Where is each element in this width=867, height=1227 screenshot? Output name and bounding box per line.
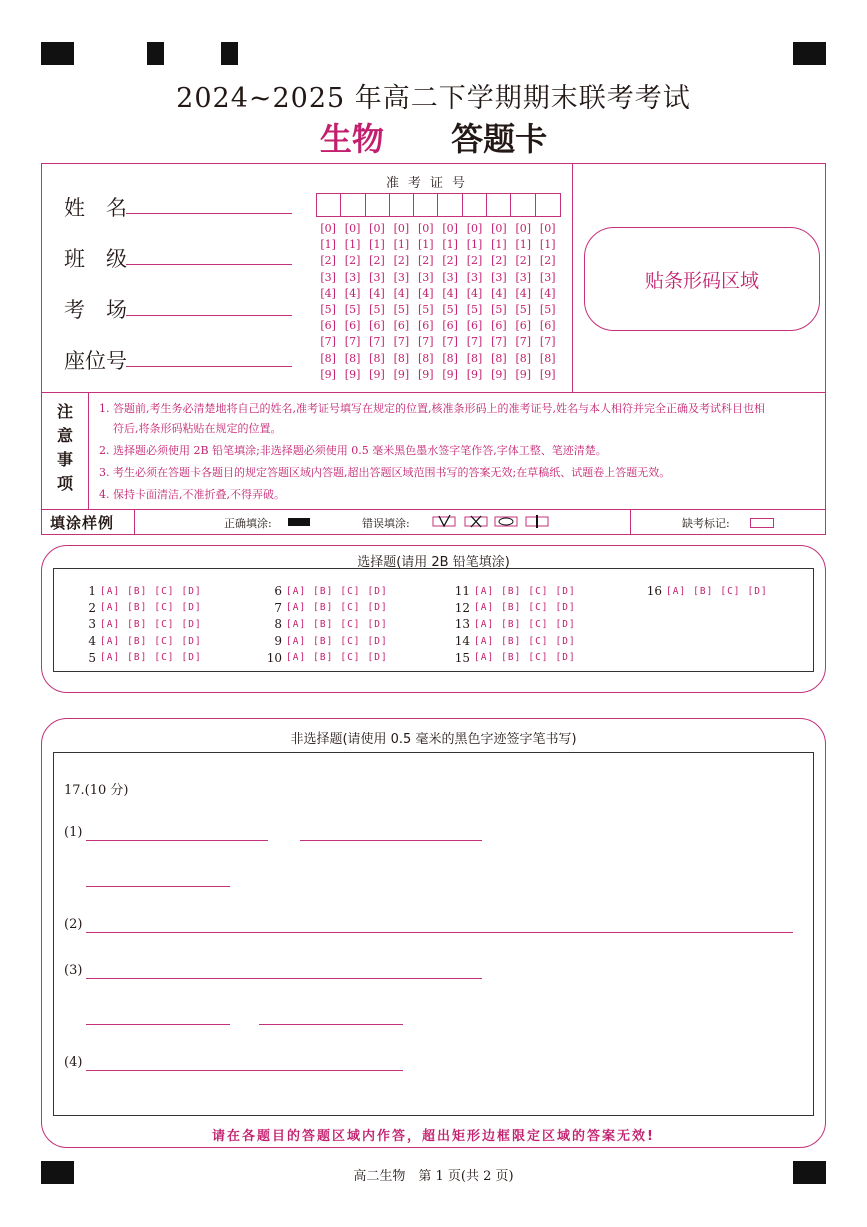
part-4-label: (4) xyxy=(64,1055,83,1070)
digit-bubble[interactable]: [9] xyxy=(539,367,556,381)
option-bubble[interactable]: [A] xyxy=(474,635,495,647)
position-mark xyxy=(221,42,238,65)
digit-bubble[interactable]: [0] xyxy=(442,222,458,235)
option-bubble[interactable]: [A] xyxy=(474,652,495,664)
option-bubble[interactable]: [B] xyxy=(501,618,522,630)
option-bubble[interactable]: [D] xyxy=(367,635,388,647)
digit-row xyxy=(316,302,560,318)
option-bubble[interactable]: [C] xyxy=(154,652,175,664)
zkz-cell[interactable] xyxy=(341,194,365,216)
digit-bubble[interactable]: [2] xyxy=(491,254,507,268)
zkz-cell[interactable] xyxy=(317,194,341,216)
seat-label: 座位号 xyxy=(64,349,127,373)
choice-question xyxy=(76,617,209,631)
sample-divider xyxy=(134,509,135,535)
digit-bubble[interactable]: [7] xyxy=(320,335,336,349)
digit-bubble[interactable]: [9] xyxy=(369,367,385,381)
option-bubble[interactable]: [B] xyxy=(127,585,148,597)
nonchoice-warning: 请在各题目的答题区域内作答，超出矩形边框限定区域的答案无效! xyxy=(212,1129,655,1144)
digit-bubble[interactable]: [1] xyxy=(515,238,532,252)
option-bubble[interactable]: [C] xyxy=(528,585,549,597)
question-number: 13 xyxy=(454,617,470,632)
digit-bubble[interactable]: [9] xyxy=(320,367,336,381)
digit-bubble[interactable]: [6] xyxy=(515,319,532,333)
option-bubble[interactable]: [B] xyxy=(313,635,334,647)
option-bubble[interactable]: [D] xyxy=(367,618,388,630)
info-divider xyxy=(41,509,826,510)
option-bubble[interactable]: [D] xyxy=(555,618,576,630)
digit-bubble[interactable]: [7] xyxy=(344,335,361,349)
option-bubble[interactable]: [C] xyxy=(528,652,549,664)
question-number: 1 xyxy=(88,584,96,598)
digit-bubble[interactable]: [2] xyxy=(442,254,458,268)
part-1-answer-line[interactable] xyxy=(86,868,230,887)
option-bubble[interactable]: [A] xyxy=(100,652,121,664)
digit-row xyxy=(316,253,560,269)
correct-fill-label: 正确填涂: xyxy=(224,517,272,530)
digit-bubble[interactable]: [2] xyxy=(369,254,385,268)
option-bubble[interactable]: [D] xyxy=(367,585,388,597)
digit-bubble[interactable]: [3] xyxy=(491,270,507,284)
digit-row xyxy=(316,334,560,350)
digit-bubble[interactable]: [7] xyxy=(539,335,556,349)
page-footer: 高二生物 第 1 页(共 2 页) xyxy=(353,1169,514,1184)
option-bubble[interactable]: [B] xyxy=(501,635,522,647)
question-number: 9 xyxy=(274,634,282,649)
digit-bubble[interactable]: [4] xyxy=(515,286,532,300)
digit-bubble[interactable]: [8] xyxy=(417,351,434,365)
option-bubble[interactable]: [D] xyxy=(555,652,576,664)
question-number: 3 xyxy=(88,617,96,632)
digit-bubble[interactable]: [7] xyxy=(515,335,532,349)
question-number: 6 xyxy=(274,584,282,598)
option-bubble[interactable]: [C] xyxy=(528,618,549,630)
digit-bubble[interactable]: [2] xyxy=(466,254,483,268)
digit-bubble[interactable]: [9] xyxy=(491,367,507,381)
zkz-cell[interactable] xyxy=(463,194,487,216)
digit-bubble[interactable]: [4] xyxy=(344,286,361,300)
option-bubble[interactable]: [D] xyxy=(367,652,388,664)
digit-bubble[interactable]: [9] xyxy=(466,367,483,381)
option-bubble[interactable]: [B] xyxy=(501,585,522,597)
digit-bubble[interactable]: [7] xyxy=(369,335,385,349)
info-divider xyxy=(572,163,573,393)
option-bubble[interactable]: [A] xyxy=(100,635,121,647)
part-2-answer-line[interactable] xyxy=(86,914,793,933)
digit-bubble[interactable]: [0] xyxy=(369,222,385,235)
option-bubble[interactable]: [A] xyxy=(666,585,687,597)
wrong-fill-label: 错误填涂: xyxy=(362,517,410,530)
digit-bubble[interactable]: [6] xyxy=(491,319,507,333)
choice-question xyxy=(450,651,583,665)
notes-label-divider xyxy=(88,392,89,510)
part-1-label: (1) xyxy=(64,825,83,840)
option-bubble[interactable]: [B] xyxy=(127,602,148,614)
question-number: 16 xyxy=(646,584,662,598)
digit-bubble[interactable]: [1] xyxy=(369,238,385,252)
digit-bubble[interactable]: [4] xyxy=(539,286,556,300)
choice-question xyxy=(76,584,209,598)
question-number: 11 xyxy=(454,584,470,598)
zkz-cell[interactable] xyxy=(390,194,414,216)
digit-bubble[interactable]: [3] xyxy=(320,270,336,284)
option-bubble[interactable]: [A] xyxy=(286,618,307,630)
room-field[interactable] xyxy=(126,298,292,316)
digit-row xyxy=(316,221,560,237)
part-1-answer-line[interactable] xyxy=(300,822,482,841)
part-3-label: (3) xyxy=(64,963,83,978)
choice-question xyxy=(262,634,395,648)
note-1-cont: 符后,将条形码粘贴在规定的位置。 xyxy=(113,422,282,435)
digit-bubble[interactable]: [0] xyxy=(320,222,336,235)
option-bubble[interactable]: [C] xyxy=(340,652,361,664)
option-bubble[interactable]: [B] xyxy=(313,618,334,630)
digit-bubble[interactable]: [2] xyxy=(539,254,556,268)
digit-bubble[interactable]: [5] xyxy=(515,302,532,316)
option-bubble[interactable]: [C] xyxy=(340,635,361,647)
digit-bubble[interactable]: [1] xyxy=(491,238,507,252)
choice-question xyxy=(76,601,209,615)
option-bubble[interactable]: [A] xyxy=(474,585,495,597)
choice-question xyxy=(262,617,395,631)
digit-bubble[interactable]: [1] xyxy=(539,238,556,252)
option-bubble[interactable]: [A] xyxy=(286,585,307,597)
option-bubble[interactable]: [D] xyxy=(181,618,202,630)
notes-label-char: 意 xyxy=(56,426,73,445)
option-bubble[interactable]: [B] xyxy=(313,602,334,614)
note-3: 3. 考生必须在答题卡各题目的规定答题区域内答题,超出答题区域范围书写的答案无效;在草稿纸、试题卷上答题无效。 xyxy=(99,466,671,479)
option-bubble[interactable]: [A] xyxy=(100,602,121,614)
choice-question xyxy=(450,617,583,631)
option-bubble[interactable]: [D] xyxy=(181,602,202,614)
option-bubble[interactable]: [C] xyxy=(720,585,741,597)
option-bubble[interactable]: [B] xyxy=(313,585,334,597)
digit-bubble[interactable]: [9] xyxy=(417,367,434,381)
zkz-cell[interactable] xyxy=(511,194,535,216)
option-bubble[interactable]: [B] xyxy=(313,652,334,664)
absent-mark-box[interactable] xyxy=(750,518,774,528)
zkz-title: 准考证号 xyxy=(386,176,475,191)
digit-bubble[interactable]: [5] xyxy=(442,302,458,316)
option-bubble[interactable]: [A] xyxy=(100,618,121,630)
digit-row xyxy=(316,270,560,286)
choice-question xyxy=(450,601,583,615)
seat-field[interactable] xyxy=(126,349,292,367)
part-3-answer-line[interactable] xyxy=(259,1006,403,1025)
digit-bubble[interactable]: [5] xyxy=(417,302,434,316)
option-bubble[interactable]: [B] xyxy=(501,652,522,664)
digit-bubble[interactable]: [3] xyxy=(442,270,458,284)
digit-bubble[interactable]: [0] xyxy=(466,222,483,235)
choice-question xyxy=(76,651,209,665)
option-bubble[interactable]: [D] xyxy=(555,585,576,597)
name-field[interactable] xyxy=(126,196,292,214)
note-1: 1. 答题前,考生务必清楚地将自己的姓名,准考证号填写在规定的位置,核准条形码上的准考证号,姓名与本人相符并完全正确及考试科目也相 xyxy=(99,402,765,415)
question-number: 10 xyxy=(266,650,282,665)
notes-label-char: 注 xyxy=(56,402,73,421)
zkz-cell[interactable] xyxy=(366,194,390,216)
option-bubble[interactable]: [B] xyxy=(127,652,148,664)
digit-bubble[interactable]: [8] xyxy=(344,351,361,365)
digit-bubble[interactable]: [0] xyxy=(491,222,507,235)
digit-bubble[interactable]: [5] xyxy=(539,302,556,316)
choice-question xyxy=(642,584,775,598)
option-bubble[interactable]: [B] xyxy=(693,585,714,597)
sample-divider xyxy=(630,509,631,535)
wrong-fill-samples xyxy=(432,513,550,529)
digit-bubble[interactable]: [2] xyxy=(417,254,434,268)
digit-bubble[interactable]: [5] xyxy=(344,302,361,316)
digit-bubble[interactable]: [8] xyxy=(539,351,556,365)
digit-bubble[interactable]: [5] xyxy=(466,302,483,316)
position-mark xyxy=(793,42,826,65)
digit-bubble[interactable]: [7] xyxy=(491,335,507,349)
position-mark xyxy=(41,42,74,65)
option-bubble[interactable]: [B] xyxy=(501,602,522,614)
correct-fill-sample xyxy=(288,518,310,526)
digit-bubble[interactable]: [8] xyxy=(466,351,483,365)
digit-bubble[interactable]: [8] xyxy=(515,351,532,365)
digit-bubble[interactable]: [0] xyxy=(393,222,410,235)
question-number: 15 xyxy=(454,650,470,665)
class-field[interactable] xyxy=(126,247,292,265)
notes-label xyxy=(48,400,82,496)
notes-label-char: 事 xyxy=(56,450,73,469)
option-bubble[interactable]: [C] xyxy=(154,602,175,614)
digit-bubble[interactable]: [6] xyxy=(417,319,434,333)
option-bubble[interactable]: [C] xyxy=(154,618,175,630)
option-bubble[interactable]: [D] xyxy=(181,585,202,597)
question-number: 5 xyxy=(88,650,96,665)
digit-bubble[interactable]: [2] xyxy=(393,254,410,268)
digit-bubble[interactable]: [1] xyxy=(466,238,483,252)
digit-bubble[interactable]: [6] xyxy=(539,319,556,333)
choice-question xyxy=(262,584,395,598)
choice-question xyxy=(262,651,395,665)
digit-bubble[interactable]: [1] xyxy=(417,238,434,252)
zkz-cell[interactable] xyxy=(487,194,511,216)
digit-bubble[interactable]: [7] xyxy=(442,335,458,349)
digit-bubble[interactable]: [8] xyxy=(369,351,385,365)
digit-bubble[interactable]: [1] xyxy=(320,238,336,252)
note-4: 4. 保持卡面清洁,不准折叠,不得弄破。 xyxy=(99,488,285,501)
digit-bubble[interactable]: [2] xyxy=(344,254,361,268)
option-bubble[interactable]: [A] xyxy=(100,585,121,597)
digit-bubble[interactable]: [9] xyxy=(344,367,361,381)
q17-label: 17.(10 分) xyxy=(64,783,129,798)
digit-bubble[interactable]: [9] xyxy=(515,367,532,381)
option-bubble[interactable]: [A] xyxy=(286,635,307,647)
digit-bubble[interactable]: [9] xyxy=(393,367,410,381)
option-bubble[interactable]: [D] xyxy=(747,585,768,597)
digit-bubble[interactable]: [1] xyxy=(344,238,361,252)
question-number: 8 xyxy=(274,617,282,632)
part-3-answer-line[interactable] xyxy=(86,1006,230,1025)
question-number: 2 xyxy=(88,600,96,615)
digit-bubble[interactable]: [5] xyxy=(320,302,336,316)
option-bubble[interactable]: [A] xyxy=(474,618,495,630)
choice-question xyxy=(450,634,583,648)
digit-bubble[interactable]: [8] xyxy=(442,351,458,365)
subject-title xyxy=(0,114,867,160)
digit-bubble[interactable]: [9] xyxy=(442,367,458,381)
option-bubble[interactable]: [D] xyxy=(181,635,202,647)
digit-bubble[interactable]: [3] xyxy=(466,270,483,284)
digit-bubble[interactable]: [8] xyxy=(320,351,336,365)
choice-question xyxy=(76,634,209,648)
zkz-cell[interactable] xyxy=(414,194,438,216)
option-bubble[interactable]: [D] xyxy=(181,652,202,664)
option-bubble[interactable]: [C] xyxy=(528,635,549,647)
digit-bubble[interactable]: [6] xyxy=(320,319,336,333)
subject-name: 生物 xyxy=(319,120,384,158)
option-bubble[interactable]: [B] xyxy=(127,635,148,647)
digit-row xyxy=(316,237,560,253)
digit-bubble[interactable]: [5] xyxy=(369,302,385,316)
part-1-answer-line[interactable] xyxy=(86,822,268,841)
note-2: 2. 选择题必须使用 2B 铅笔填涂;非选择题必须使用 0.5 毫米黑色墨水签字笔作答,字体工整、笔迹清楚。 xyxy=(99,444,607,457)
digit-bubble[interactable]: [4] xyxy=(417,286,434,300)
digit-bubble[interactable]: [4] xyxy=(393,286,410,300)
digit-bubble[interactable]: [6] xyxy=(344,319,361,333)
digit-bubble[interactable]: [4] xyxy=(491,286,507,300)
digit-bubble[interactable]: [3] xyxy=(344,270,361,284)
digit-bubble[interactable]: [7] xyxy=(393,335,410,349)
info-divider xyxy=(41,392,826,393)
digit-row xyxy=(316,318,560,334)
digit-bubble[interactable]: [0] xyxy=(539,222,556,235)
question-number: 4 xyxy=(88,634,96,649)
option-bubble[interactable]: [C] xyxy=(154,635,175,647)
digit-row xyxy=(316,367,560,383)
digit-bubble[interactable]: [3] xyxy=(369,270,385,284)
digit-bubble[interactable]: [4] xyxy=(320,286,336,300)
option-bubble[interactable]: [C] xyxy=(528,602,549,614)
question-number: 14 xyxy=(454,634,470,649)
option-bubble[interactable]: [D] xyxy=(555,635,576,647)
digit-bubble[interactable]: [1] xyxy=(393,238,410,252)
absent-mark-label: 缺考标记: xyxy=(682,517,730,530)
digit-bubble[interactable]: [0] xyxy=(344,222,361,235)
digit-bubble[interactable]: [2] xyxy=(320,254,336,268)
digit-bubble[interactable]: [6] xyxy=(369,319,385,333)
name-label: 姓 名 xyxy=(64,196,127,220)
option-bubble[interactable]: [A] xyxy=(286,602,307,614)
zkz-cell[interactable] xyxy=(438,194,462,216)
sample-label: 填涂样例 xyxy=(50,514,115,532)
digit-bubble[interactable]: [6] xyxy=(393,319,410,333)
digit-bubble[interactable]: [4] xyxy=(442,286,458,300)
digit-bubble[interactable]: [3] xyxy=(417,270,434,284)
digit-bubble[interactable]: [0] xyxy=(515,222,532,235)
option-bubble[interactable]: [C] xyxy=(154,585,175,597)
class-label: 班 级 xyxy=(64,247,127,271)
zkz-digit-grid[interactable] xyxy=(316,221,560,383)
position-mark xyxy=(147,42,164,65)
room-label: 考 场 xyxy=(64,298,127,322)
choice-question xyxy=(450,584,583,598)
option-bubble[interactable]: [C] xyxy=(340,602,361,614)
digit-bubble[interactable]: [0] xyxy=(417,222,434,235)
digit-bubble[interactable]: [1] xyxy=(442,238,458,252)
choice-question xyxy=(262,601,395,615)
option-bubble[interactable]: [B] xyxy=(127,618,148,630)
nonchoice-title: 非选择题(请使用 0.5 毫米的黑色字迹签字笔书写) xyxy=(290,732,577,747)
option-bubble[interactable]: [C] xyxy=(340,618,361,630)
part-2-label: (2) xyxy=(64,917,83,932)
zkz-cell[interactable] xyxy=(536,194,560,216)
digit-bubble[interactable]: [8] xyxy=(393,351,410,365)
exam-title: 2024~2025 年高二下学期期末联考考试 xyxy=(176,83,691,114)
zkz-input-cells[interactable] xyxy=(316,193,561,217)
option-bubble[interactable]: [D] xyxy=(367,602,388,614)
card-name: 答题卡 xyxy=(451,120,548,158)
option-bubble[interactable]: [A] xyxy=(474,602,495,614)
digit-bubble[interactable]: [4] xyxy=(466,286,483,300)
digit-bubble[interactable]: [7] xyxy=(417,335,434,349)
digit-bubble[interactable]: [6] xyxy=(466,319,483,333)
digit-bubble[interactable]: [2] xyxy=(515,254,532,268)
barcode-area: 贴条形码区域 xyxy=(584,227,820,331)
digit-bubble[interactable]: [8] xyxy=(491,351,507,365)
part-4-answer-line[interactable] xyxy=(86,1052,403,1071)
question-number: 7 xyxy=(274,600,282,615)
digit-bubble[interactable]: [7] xyxy=(466,335,483,349)
part-3-answer-line[interactable] xyxy=(86,960,482,979)
digit-bubble[interactable]: [5] xyxy=(393,302,410,316)
choice-title: 选择题(请用 2B 铅笔填涂) xyxy=(357,555,510,570)
digit-bubble[interactable]: [3] xyxy=(393,270,410,284)
digit-bubble[interactable]: [4] xyxy=(369,286,385,300)
option-bubble[interactable]: [A] xyxy=(286,652,307,664)
digit-bubble[interactable]: [3] xyxy=(515,270,532,284)
question-number: 12 xyxy=(454,600,470,615)
option-bubble[interactable]: [D] xyxy=(555,602,576,614)
digit-bubble[interactable]: [6] xyxy=(442,319,458,333)
digit-row xyxy=(316,351,560,367)
notes-label-char: 项 xyxy=(56,474,73,493)
digit-row xyxy=(316,286,560,302)
digit-bubble[interactable]: [3] xyxy=(539,270,556,284)
digit-bubble[interactable]: [5] xyxy=(491,302,507,316)
option-bubble[interactable]: [C] xyxy=(340,585,361,597)
